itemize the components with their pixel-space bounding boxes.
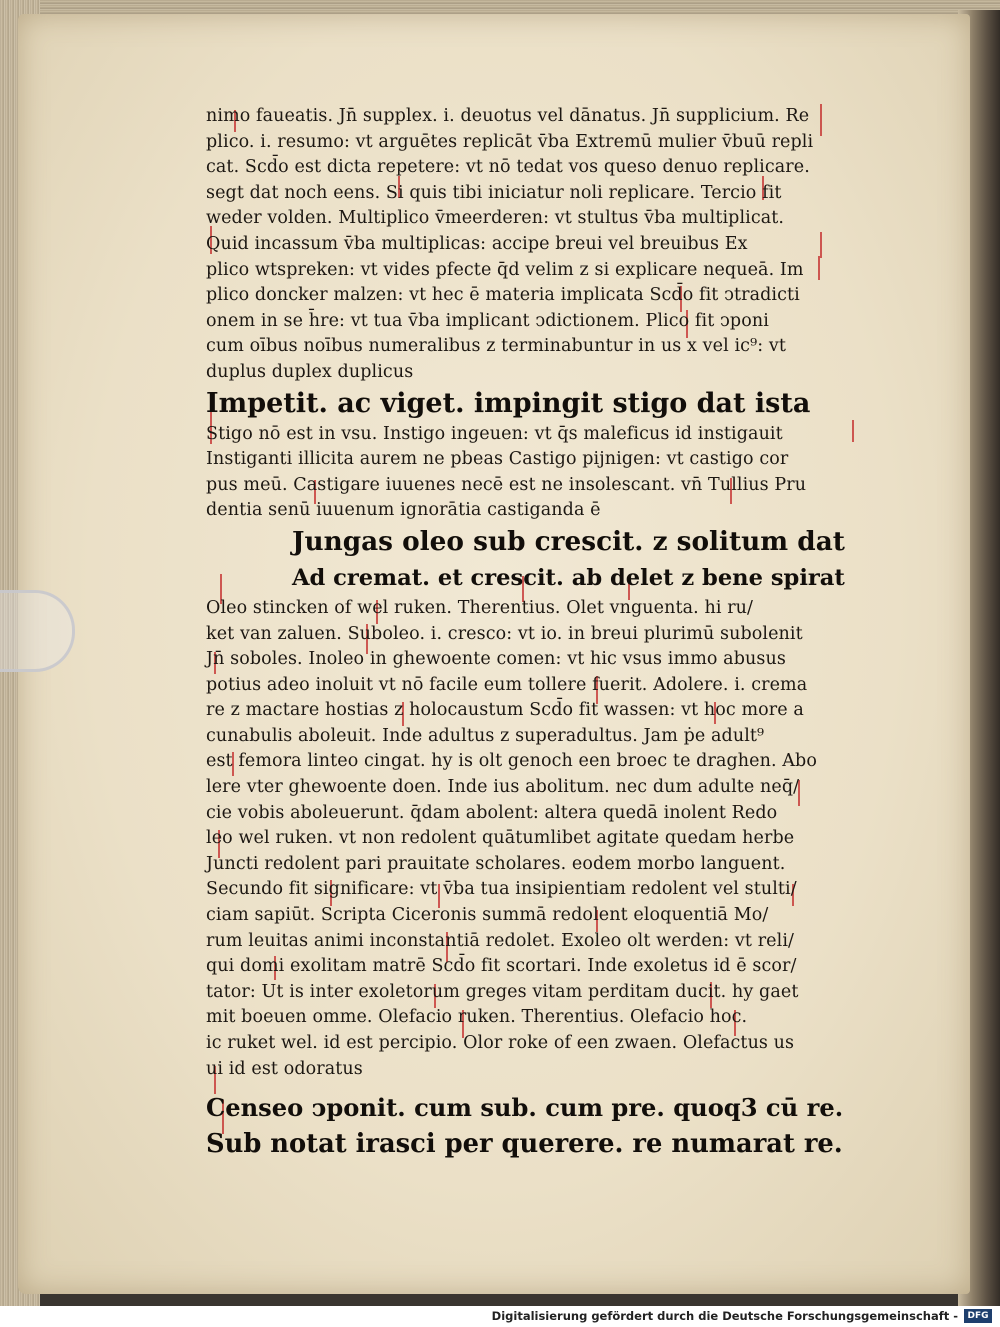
text-line: leo wel ruken. vt non redolent quātumlibet agitate quedam herbe: [206, 828, 795, 849]
paragraph-1: [206, 104, 856, 386]
page-clip: [0, 590, 75, 672]
text-line: ic ruket wel. id est percipio. Olor roke of een zwaen. Olefactus us: [206, 1033, 795, 1053]
text-line: rum leuitas animi inconstantiā redolet. Exoleo olt werden: vt reli/: [206, 930, 795, 951]
text-line: weder volden. Multiplico v̄meerderen: vt stultus v̄ba multiplicat.: [206, 208, 785, 229]
text-line: Juncti redolent pari prauitate scholares. eodem morbo languent.: [206, 853, 786, 874]
paragraph-2: [206, 422, 856, 524]
text-line: ui id est odoratus: [206, 1058, 363, 1079]
text-line: cum oībus noībus numeralibus z terminabuntur in us x vel ic⁹: vt: [206, 336, 786, 357]
text-line: onem in se h̄re: vt tua v̄ba implicant ↄdictionem. Plico fit ↄponi: [206, 310, 769, 331]
text-line: Oleo stincken of wel ruken. Therentius. Olet vnguenta. hi ru/: [206, 597, 754, 618]
text-line: Instiganti illicita aurem ne pbeas Castigo pijnigen: vt castigo cor: [206, 449, 789, 470]
funding-credit: Digitalisierung gefördert durch die Deutsche Forschungsgemeinschaft -: [491, 1309, 958, 1323]
text-line: dentia senū iuuenum ignorātia castiganda ē: [206, 500, 601, 521]
text-line: cie vobis aboleuerunt. q̄dam abolent: altera quedā inolent Redo: [206, 802, 778, 823]
text-line: duplus duplex duplicus: [206, 361, 414, 382]
text-line: plico wtspreken: vt vides pfecte q̄d velim z si explicare nequeā. Im: [206, 259, 804, 280]
verse-heading: Censeo ↄponit. cum sub. cum pre. quoq3 cū re.: [206, 1093, 844, 1123]
text-line: plico doncker malzen: vt hec ē materia implicata Scd̄o fit ↄtradicti: [206, 285, 800, 306]
text-line: cunabulis aboleuit. Inde adultus z superadultus. Jam ṗe adult⁹: [206, 725, 765, 746]
text-line: re z mactare hostias z holocaustum Scd̄o fit wassen: vt hoc more a: [206, 700, 804, 721]
text-line: Jn̄ soboles. Inoleo in ghewoente comen: vt hic vsus immo abusus: [206, 649, 786, 670]
text-line: pus meū. Castigare iuuenes necē est ne insolescant. vn̄ Tullius Pru: [206, 474, 807, 495]
text-line: ket van zaluen. Suboleo. i. cresco: vt io. in breui plurimū subolenit: [206, 623, 803, 644]
paragraph-3: [206, 596, 856, 1082]
text-line: nimo faueatis. Jn̄ supplex. i. deuotus vel dānatus. Jn̄ supplicium. Re: [206, 106, 810, 126]
text-line: plico. i. resumo: vt arguētes replicāt v̄ba Extremū mulier v̄buū repli: [206, 131, 814, 152]
verse-heading: Impetit. ac viget. impingit stigo dat ista: [206, 387, 811, 419]
text-line: ciam sapiūt. Scripta Ciceronis summā redolent eloquentiā Mo/: [206, 905, 769, 926]
text-line: Quid incassum v̄ba multiplicas: accipe breui vel breuibus Ex: [206, 233, 748, 254]
text-line: mit boeuen omme. Olefacio ruken. Therentius. Olefacio hoc.: [206, 1007, 748, 1028]
text-line: cat. Scd̄o est dicta repetere: vt nō tedat vos queso denuo replicare.: [206, 157, 810, 178]
text-line: est femora linteo cingat. hy is olt genoch een broec te draghen. Abo: [206, 751, 817, 772]
text-line: Secundo fit significare: vt v̄ba tua insipientiam redolent vel stulti/: [206, 879, 797, 900]
text-line: tator: Ut is inter exoletorum greges vitam perditam ducit. hy gaet: [206, 981, 799, 1002]
text-line: segt dat noch eens. Si quis tibi iniciatur noli replicare. Tercio fit: [206, 182, 782, 203]
verse-heading: Sub notat irasci per querere. re numarat re.: [206, 1129, 843, 1160]
verse-heading: Jungas oleo sub crescit. z solitum dat: [292, 525, 845, 557]
footer-bar: [0, 1306, 1000, 1327]
page-text: [206, 104, 856, 1162]
text-line: qui domi exolitam matrē Scd̄o fit scortari. Inde exoletus id ē scor/: [206, 956, 797, 977]
text-line: potius adeo inoluit vt nō facile eum tollere fuerit. Adolere. i. crema: [206, 674, 808, 695]
text-line: Stigo nō est in vsu. Instigo ingeuen: vt q̄s maleficus id instigauit: [206, 423, 783, 444]
dfg-logo: DFG: [964, 1309, 992, 1323]
verse-heading: Ad cremat. et crescit. ab delet z bene spirat: [292, 564, 845, 591]
text-line: lere vter ghewoente doen. Inde ius abolitum. nec dum adulte neq̄/: [206, 777, 800, 798]
